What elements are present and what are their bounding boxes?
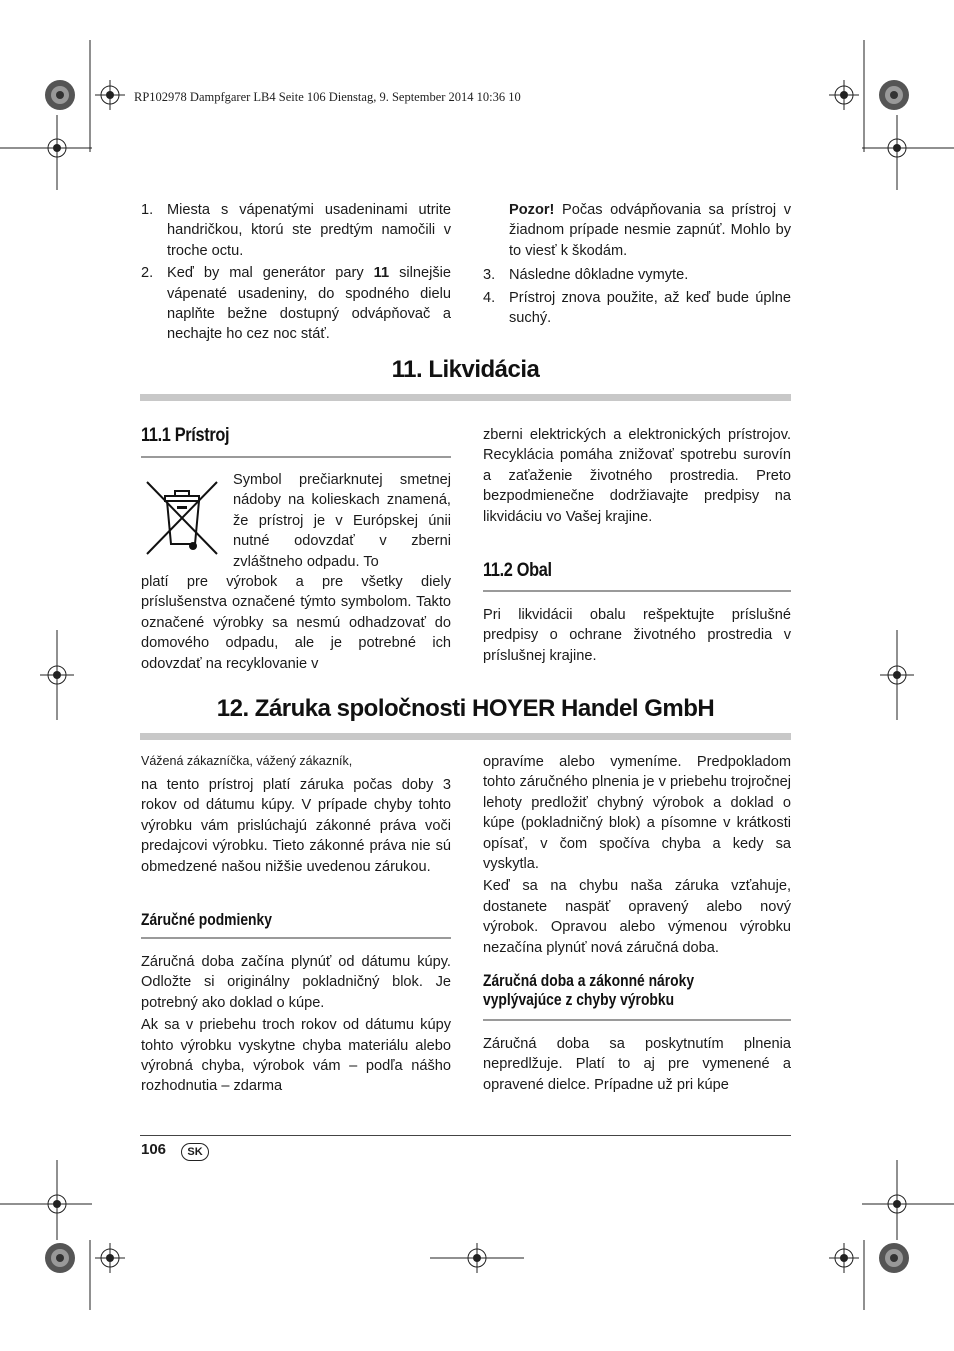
subsection-rule <box>483 1019 791 1021</box>
list-text: Následne dôkladne vymyte. <box>509 267 689 284</box>
subsection-rule <box>141 937 451 939</box>
list-number: 2. <box>141 265 154 282</box>
section-12-right-column <box>483 752 791 958</box>
paragraph: na tento prístroj platí záruka počas doby 3 rokov od dátumu kúpy. V prípade chyby tohto výrobku vám prislúchajú zákonné práva voči predajcovi výrobku. Tieto zákonné práva nie sú obmedzené našou nižšie uvedenou zárukou. <box>141 777 451 875</box>
warning-label: Pozor! <box>509 202 555 218</box>
section-11-title: 11. Likvidácia <box>391 356 540 383</box>
section-12-bar <box>140 733 791 740</box>
paragraph: platí pre výrobok a pre všetky diely príslušenstva označené týmto symbolom. Takto označené výrobky sa nesmú odhadzovať do domového odpadu, ale je potrebné ich odovzdať na recyklovanie v <box>141 574 451 672</box>
paragraph: Keď sa na chybu naša záruka vzťahuje, dostanete naspäť opravený alebo nový výrobok. Opravou alebo výmenou výrobku nezačína plynúť nová záručná doba. <box>483 878 791 956</box>
section-12-title: 12. Záruka spoločnosti HOYER Handel GmbH <box>216 695 715 722</box>
section-11-bar <box>140 394 791 401</box>
warning-paragraph <box>483 200 791 261</box>
list-text-pre: Keď by mal generátor pary <box>167 265 374 282</box>
paragraph: Záručná doba začína plynúť od dátumu kúpy. Odložte si originálny pokladničný blok. Je potrebný ako doklad o kúpe. <box>141 954 451 1011</box>
paragraph: Záručná doba sa poskytnutím plnenia nepredlžuje. Platí to aj pre vymenené a opravené dielce. Prípadne už pri kúpe <box>483 1036 791 1093</box>
list-text-post: silnejšie vápenaté usadeniny, do spodného dielu naplňte bežne dostupný odvápňovač a nechajte ho cez noc stáť. <box>167 265 451 343</box>
warranty-claims-title <box>483 972 694 1010</box>
salutation: Vážená zákazníčka, vážený zákazník, <box>141 754 353 768</box>
subsection-rule <box>483 590 791 592</box>
warranty-conditions-body <box>141 952 451 1097</box>
descaling-steps-list-continued <box>483 265 791 328</box>
part-reference: 11 <box>373 265 390 282</box>
list-item <box>483 288 791 329</box>
paragraph: opravíme alebo vymeníme. Predpokladom tohto záručného plnenia je v priebehu trojročnej lehoty predložiť chybný výrobok a doklad o kúpe (pokladničný blok) a písomne v krátkosti opísať, v čom spočíva chyba a kedy sa vyskytla. <box>483 754 791 873</box>
subsection-11-1-body <box>141 470 451 674</box>
section-12-left-column <box>141 753 451 877</box>
subsection-rule <box>141 456 451 458</box>
list-item <box>483 265 791 285</box>
warranty-claims-body <box>483 1034 791 1095</box>
list-item <box>141 263 451 345</box>
paragraph: zberni elektrických a elektronických prístrojov. Recyklácia pomáha znižovať spotrebu surovín a zaťaženie životného prostredia. Preto bezpodmienečne dodržiavajte predpisy na likvidáciu vo Vašej krajine. <box>483 427 791 525</box>
paragraph: Pri likvidácii obalu rešpektujte príslušné predpisy o ochrane životného prostredia v príslušnej krajine. <box>483 607 791 664</box>
warranty-claims-title-line1: Záručná doba a zákonné nároky <box>483 972 695 990</box>
warranty-conditions-title: Záručné podmienky <box>141 911 272 929</box>
list-number: 4. <box>483 289 496 306</box>
subsection-11-2-body <box>483 605 791 666</box>
list-text: Miesta s vápenatými usadeninami utrite handričkou, ktorú ste predtým namočili v troche octu. <box>167 202 451 259</box>
warranty-claims-title-line2: vyplývajúce z chyby výrobku <box>483 991 675 1009</box>
paragraph: Ak sa v priebehu troch rokov od dátumu kúpy tohto výrobku vyskytne chyba materiálu alebo výrobná chyba, výrobok vám – podľa nášho rozhodnutia – zdarma <box>141 1017 451 1095</box>
list-text: Prístroj znova použite, až keď bude úplne suchý. <box>509 289 791 327</box>
language-badge: SK <box>181 1143 209 1161</box>
print-header: RP102978 Dampfgarer LB4 Seite 106 Dienstag, 9. September 2014 10:36 10 <box>134 90 521 104</box>
subsection-11-1-continued <box>483 425 791 527</box>
warning-text: Počas odvápňovania sa prístroj v žiadnom prípade nesmie zapnúť. Mohlo by to viesť k škodám. <box>509 202 791 259</box>
top-left-column <box>141 200 451 347</box>
paragraph: Symbol prečiarknutej smetnej nádoby na kolieskach znamená, že prístroj je v Európskej únii nutné odovzdať v zberni zvláštneho odpadu. To <box>233 472 451 570</box>
subsection-11-2-title: 11.2 Obal <box>483 560 552 581</box>
list-number: 3. <box>483 267 496 284</box>
subsection-11-1-title: 11.1 Prístroj <box>141 425 230 446</box>
top-right-column <box>483 200 791 330</box>
list-number: 1. <box>141 202 154 218</box>
list-item <box>141 200 451 261</box>
footer-rule <box>140 1135 791 1136</box>
descaling-steps-list <box>141 200 451 345</box>
page-number: 106 <box>141 1141 167 1158</box>
